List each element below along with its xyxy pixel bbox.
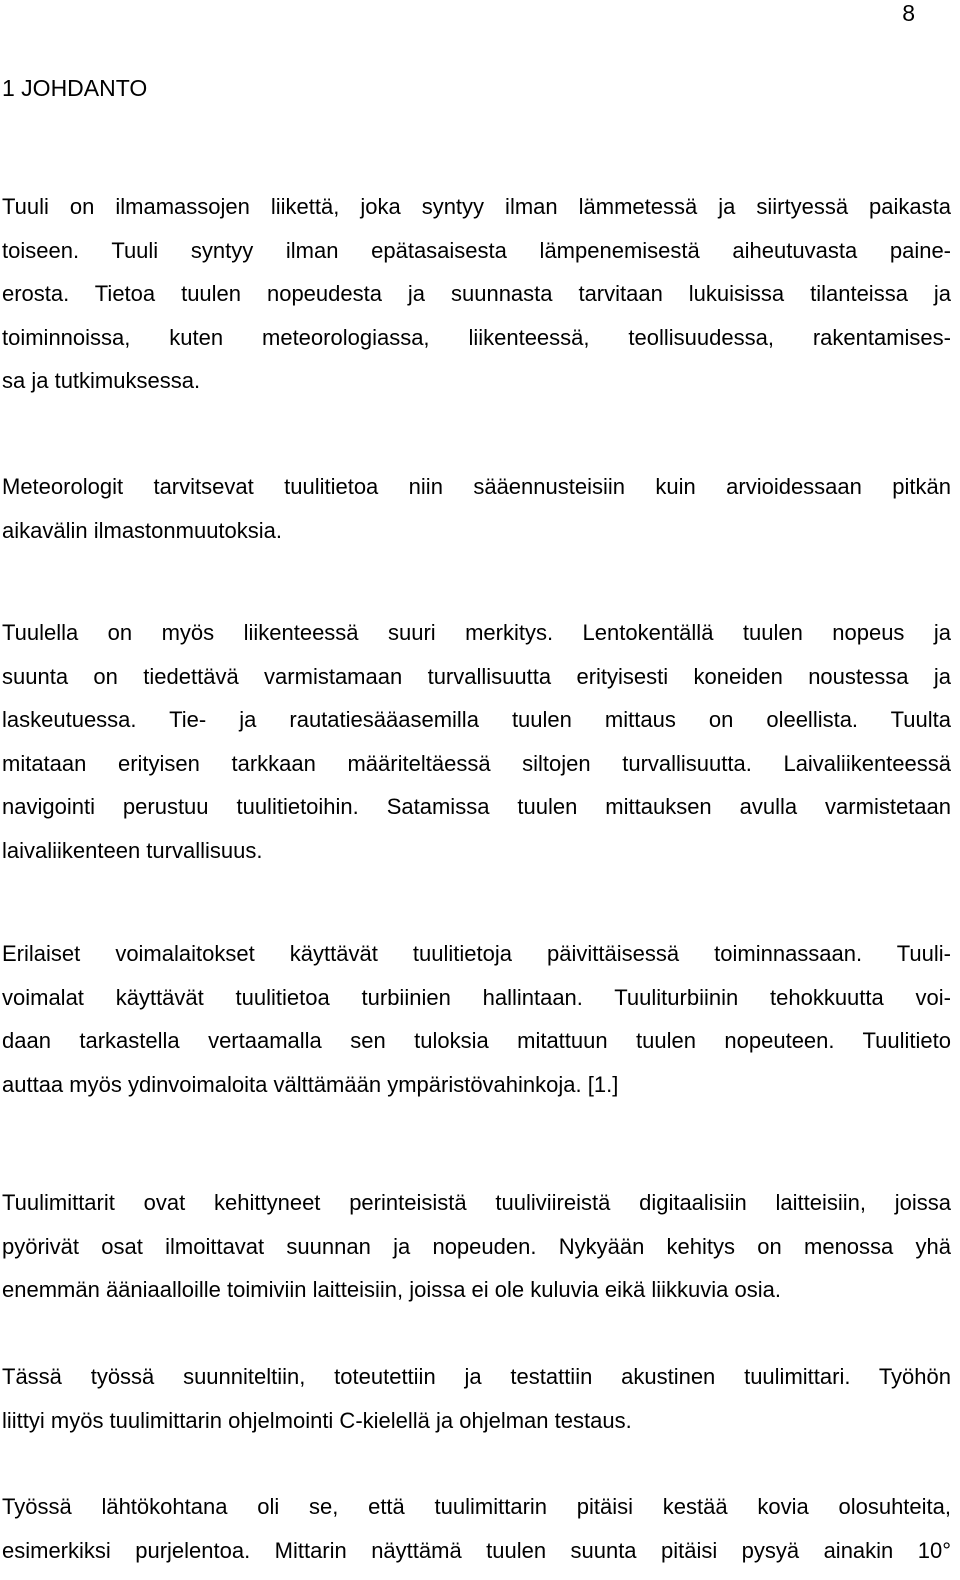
text-line: erosta. Tietoa tuulen nopeudesta ja suunnasta tarvitaan lukuisissa tilanteissa ja [2,281,951,306]
paragraph-this-work [2,1355,951,1442]
paragraph-anemometers [2,1181,951,1312]
text-line: laskeutuessa. Tie- ja rautatiesääasemilla tuulen mittaus on oleellista. Tuulta [2,707,951,732]
paragraph-intro [2,185,951,403]
text-line: voimalat käyttävät tuulitietoa turbiinien hallintaan. Tuuliturbiinin tehokkuutta voi- [2,984,951,1010]
text-line: toiseen. Tuuli syntyy ilman epätasaisesta lämpenemisestä aiheutuvasta paine- [2,237,951,263]
section-heading: 1 JOHDANTO [2,75,148,101]
text-line: Tuuli on ilmamassojen liikettä, joka syntyy ilman lämmetessä ja siirtyessä paikasta [2,194,951,219]
text-line: Tuulella on myös liikenteessä suuri merkitys. Lentokentällä tuulen nopeus ja [2,620,951,645]
text-line: mitataan erityisen tarkkaan määriteltäessä siltojen turvallisuutta. Laivaliikenteessä [2,750,951,776]
text-line: laivaliikenteen turvallisuus. [2,837,263,863]
page-number: 8 [902,0,915,26]
text-line: Meteorologit tarvitsevat tuulitietoa niin sääennusteisiin kuin arvioidessaan pitkän [2,474,951,499]
text-line: auttaa myös ydinvoimaloita välttämään ympäristövahinkoja. [1.] [2,1071,619,1097]
text-line: esimerkiksi purjelentoa. Mittarin näyttämä tuulen suunta pitäisi pysyä ainakin 10° [2,1537,951,1563]
text-line: daan tarkastella vertaamalla sen tuloksia mitattuun tuulen nopeuteen. Tuulitieto [2,1028,951,1053]
text-line: pyörivät osat ilmoittavat suunnan ja nopeuden. Nykyään kehitys on menossa yhä [2,1233,951,1259]
text-line: liittyi myös tuulimittarin ohjelmointi C-kielellä ja ohjelman testaus. [2,1407,632,1433]
text-line: suunta on tiedettävä varmistamaan turvallisuutta erityisesti koneiden noustessa ja [2,663,951,689]
text-line: sa ja tutkimuksessa. [2,368,201,393]
text-line: Työssä lähtökohtana oli se, että tuulimittarin pitäisi kestää kovia olosuhteita, [2,1494,951,1519]
paragraph-meteorology [2,465,951,552]
paragraph-starting-point [2,1485,951,1572]
paragraph-traffic [2,611,951,872]
text-line: aikavälin ilmastonmuutoksia. [2,517,283,543]
text-line: navigointi perustuu tuulitietoihin. Satamissa tuulen mittauksen avulla varmistetaan [2,794,951,819]
text-line: enemmän ääniaalloille toimiviin laitteisiin, joissa ei ole kuluvia eikä liikkuvia osia. [2,1277,781,1302]
text-line: toiminnoissa, kuten meteorologiassa, liikenteessä, teollisuudessa, rakentamises- [2,324,951,350]
paragraph-power-plants [2,932,951,1106]
text-line: Erilaiset voimalaitokset käyttävät tuulitietoja päivittäisessä toiminnassaan. Tuuli- [2,941,951,966]
text-line: Tässä työssä suunniteltiin, toteutettiin ja testattiin akustinen tuulimittari. Työhön [2,1364,951,1389]
text-line: Tuulimittarit ovat kehittyneet perinteisistä tuuliviireistä digitaalisiin laitteisiin, joissa [2,1190,951,1215]
